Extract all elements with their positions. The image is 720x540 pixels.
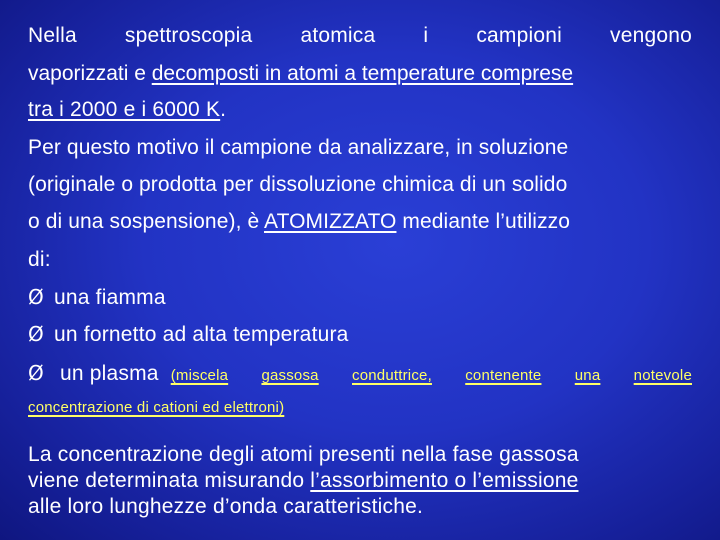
- bullet-text: un plasma: [60, 362, 159, 385]
- text: .: [220, 98, 227, 121]
- word: atomica: [300, 24, 376, 47]
- underlined-text: tra i 2000 e i 6000 K: [28, 98, 221, 121]
- note-word: notevole: [633, 367, 692, 384]
- para2-line2: [28, 173, 692, 197]
- para3-line2: [28, 470, 692, 492]
- arrow-bullet-icon: Ø: [28, 361, 44, 385]
- text: viene determinata misurando: [28, 469, 311, 492]
- text: Per questo motivo il campione da analizzare, in soluzione: [28, 136, 569, 159]
- note-text: concentrazione di cationi ed elettroni): [28, 399, 285, 416]
- text: vaporizzati e: [28, 62, 152, 85]
- text: o di una sospensione), è: [28, 210, 265, 233]
- para2-line3: [28, 210, 692, 234]
- note-word: una: [574, 367, 601, 384]
- bullet-item-1: [28, 285, 692, 310]
- bullet-text: un fornetto ad alta temperatura: [54, 323, 349, 346]
- word: Nella: [28, 24, 77, 47]
- para1-line2: [28, 62, 692, 86]
- note-word: conduttrice,: [352, 367, 432, 384]
- word: vengono: [610, 24, 692, 47]
- underlined-text: l’assorbimento o l’emissione: [310, 469, 579, 492]
- underlined-text: decomposti in atomi a temperature comprese: [151, 62, 574, 85]
- text: alle loro lunghezze d’onda caratteristiche.: [28, 495, 423, 518]
- para1-line3: [28, 98, 692, 122]
- word: i: [423, 24, 429, 47]
- para2-line1: [28, 136, 692, 160]
- slide-content: [28, 0, 692, 540]
- text: La concentrazione degli atomi presenti nella fase gassosa: [28, 443, 579, 466]
- text: (originale o prodotta per dissoluzione chimica di un solido: [28, 173, 568, 196]
- text: di:: [28, 248, 51, 271]
- underlined-text: ATOMIZZATO: [264, 210, 397, 233]
- note-word: gassosa: [261, 367, 319, 384]
- bullet-item-2: [28, 322, 692, 347]
- word: campioni: [476, 24, 562, 47]
- para3-line1: [28, 444, 692, 466]
- word: spettroscopia: [124, 24, 253, 47]
- bullet-item-3: [28, 361, 692, 388]
- note-word: contenente: [465, 367, 542, 384]
- para2-line4: [28, 248, 692, 272]
- para1-line1: [28, 24, 692, 48]
- bullet-note-line1: [171, 364, 692, 388]
- bullet-note-line2: [28, 396, 692, 420]
- note-word: (miscela: [170, 367, 229, 384]
- para3-line3: [28, 496, 692, 518]
- arrow-bullet-icon: Ø: [28, 322, 44, 346]
- arrow-bullet-icon: Ø: [28, 285, 44, 309]
- text: mediante l’utilizzo: [396, 210, 571, 233]
- bullet-text: una fiamma: [54, 286, 166, 309]
